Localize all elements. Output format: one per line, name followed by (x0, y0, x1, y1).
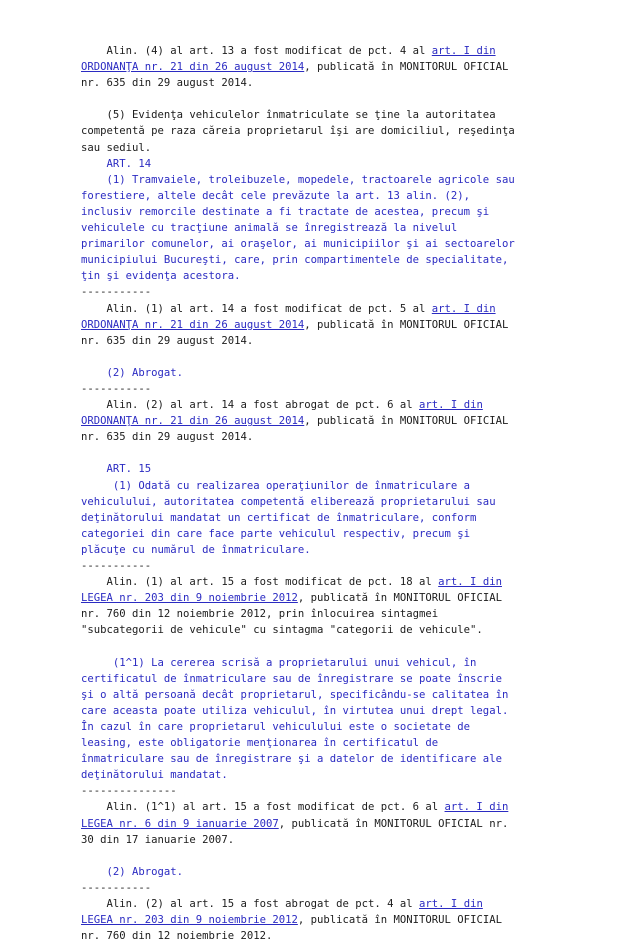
text-segment: ART. 15 (81, 463, 152, 476)
text-segment: ----------- (81, 560, 152, 572)
text-segment: sau sediul. (81, 141, 152, 154)
text-segment: certificatul de înmatriculare sau de înregistrare se poate înscrie (81, 672, 502, 685)
text-segment: nr. 760 din 12 noiembrie 2012, prin înlocuirea sintagmei (81, 608, 439, 621)
legal-reference-link[interactable]: LEGEA nr. 203 din 9 noiembrie 2012 (81, 592, 298, 605)
law-text-line (81, 751, 621, 767)
note-text-line (81, 43, 621, 59)
legal-reference-link[interactable]: art. I din (431, 45, 496, 57)
note-text-line (81, 606, 621, 622)
note-text-line (81, 558, 621, 574)
note-text-line (81, 896, 621, 912)
note-text-line (81, 429, 621, 445)
law-text-line (81, 252, 621, 268)
note-text-line (81, 301, 621, 317)
note-text-line (81, 783, 621, 799)
text-segment: înmatriculare sau de înregistrare şi a datelor de identificare ale (81, 753, 502, 766)
document-page (81, 43, 621, 944)
note-text-line (81, 284, 621, 300)
law-text-line (81, 687, 621, 703)
law-text-line (81, 478, 621, 494)
text-segment: Alin. (1) al art. 14 a fost modificat de pct. 5 al (81, 302, 432, 315)
legal-reference-link[interactable]: ORDONANŢA nr. 21 din 26 august 2014 (81, 415, 305, 428)
text-segment: municipiului Bucureşti, care, prin compartimentele de specialitate, (81, 254, 509, 267)
text-segment: Alin. (1) al art. 15 a fost modificat de pct. 18 al (81, 576, 439, 589)
text-segment: , publicată în MONITORUL OFICIAL (304, 318, 509, 331)
text-segment: , publicată în MONITORUL OFICIAL nr. (278, 817, 509, 830)
legal-reference-link[interactable]: art. I din (419, 897, 483, 910)
text-segment: nr. 760 din 12 noiembrie 2012. (81, 930, 273, 943)
text-segment: (1^1) La cererea scrisă a proprietarului unui vehicul, în (81, 656, 477, 669)
note-text-line (81, 91, 621, 107)
legal-reference-link[interactable]: LEGEA nr. 203 din 9 noiembrie 2012 (81, 914, 298, 927)
text-segment: ----------- (81, 286, 152, 299)
text-segment: (2) Abrogat. (81, 865, 184, 878)
text-segment: categoriei din care face parte vehiculul respectiv, precum şi (81, 527, 471, 540)
text-segment: primarilor comunelor, ai oraşelor, ai municipiilor şi ai sectoarelor (81, 238, 515, 251)
legal-reference-link[interactable]: ORDONANŢA nr. 21 din 26 august 2014 (81, 318, 305, 331)
text-segment: (1) Odată cu realizarea operaţiunilor de înmatriculare a (81, 479, 471, 492)
text-segment: ART. 14 (81, 157, 152, 170)
law-text-line (81, 735, 621, 751)
legal-reference-link[interactable]: art. I din (438, 576, 502, 589)
text-segment: , publicată în MONITORUL OFICIAL (304, 415, 509, 428)
note-text-line (81, 928, 621, 944)
law-text-line (81, 172, 621, 188)
legal-reference-link[interactable]: LEGEA nr. 6 din 9 ianuarie 2007 (81, 817, 279, 830)
text-segment: vehiculului, autoritatea competentă eliberează proprietarului sau (81, 495, 496, 508)
text-segment: (1) Tramvaiele, troleibuzele, mopedele, tractoarele agricole sau (81, 173, 515, 186)
text-segment: Alin. (4) al art. 13 a fost modificat de pct. 4 al (81, 45, 432, 57)
law-text-line (81, 268, 621, 284)
law-text-line (81, 510, 621, 526)
text-segment: ----------- (81, 382, 152, 395)
law-text-line (81, 220, 621, 236)
note-text-line (81, 413, 621, 429)
text-segment: , publicată în MONITORUL OFICIAL (297, 592, 502, 605)
text-segment: deţinătorului mandatat un certificat de înmatriculare, conform (81, 511, 477, 524)
note-text-line (81, 832, 621, 848)
text-segment: (2) Abrogat. (81, 366, 184, 379)
law-text-line (81, 188, 621, 204)
text-segment: 30 din 17 ianuarie 2007. (81, 833, 235, 846)
law-text-line (81, 461, 621, 477)
text-segment: nr. 635 din 29 august 2014. (81, 77, 254, 90)
note-text-line (81, 622, 621, 638)
law-text-line (81, 542, 621, 558)
law-text-line (81, 526, 621, 542)
note-text-line (81, 912, 621, 928)
note-text-line (81, 799, 621, 815)
text-segment: şi o altă persoană decât proprietarul, specificându-se calitatea în (81, 688, 509, 701)
text-segment: ţin şi evidenţa acestora. (81, 270, 241, 283)
note-text-line (81, 123, 621, 139)
text-segment: care aceasta poate utiliza vehiculul, în virtutea unui drept legal. (81, 704, 509, 717)
note-text-line (81, 75, 621, 91)
text-segment: --------------- (81, 785, 177, 798)
text-segment: În cazul în care proprietarul vehiculului este o societate de (81, 720, 471, 733)
text-segment: Alin. (2) al art. 15 a fost abrogat de pct. 4 al (81, 897, 420, 910)
note-text-line (81, 638, 621, 654)
law-text-line (81, 671, 621, 687)
note-text-line (81, 848, 621, 864)
text-segment: nr. 635 din 29 august 2014. (81, 334, 254, 347)
text-segment: Alin. (2) al art. 14 a fost abrogat de pct. 6 al (81, 399, 420, 412)
note-text-line (81, 590, 621, 606)
legal-reference-link[interactable]: ORDONANŢA nr. 21 din 26 august 2014 (81, 61, 305, 74)
note-text-line (81, 381, 621, 397)
text-segment: , publicată în MONITORUL OFICIAL (304, 61, 509, 74)
law-text-line (81, 236, 621, 252)
text-segment: competentă pe raza căreia proprietarul îşi are domiciliul, reşedinţa (81, 125, 515, 138)
law-text-line (81, 365, 621, 381)
note-text-line (81, 445, 621, 461)
legal-reference-link[interactable]: art. I din (419, 399, 483, 412)
note-text-line (81, 816, 621, 832)
text-segment: ----------- (81, 881, 152, 894)
law-text-line (81, 703, 621, 719)
law-text-line (81, 204, 621, 220)
text-segment: (5) Evidenţa vehiculelor înmatriculate se ţine la autoritatea (81, 109, 496, 122)
note-text-line (81, 59, 621, 75)
note-text-line (81, 140, 621, 156)
law-text-line (81, 156, 621, 172)
note-text-line (81, 333, 621, 349)
note-text-line (81, 317, 621, 333)
note-text-line (81, 107, 621, 123)
text-segment: Alin. (1^1) al art. 15 a fost modificat de pct. 6 al (81, 801, 445, 814)
text-segment: plăcuţe cu numărul de înmatriculare. (81, 543, 311, 556)
note-text-line (81, 880, 621, 896)
law-text-line (81, 655, 621, 671)
text-segment: vehiculele cu tracţiune animală se înregistrează la nivelul (81, 222, 458, 235)
law-text-line (81, 864, 621, 880)
text-segment: inclusiv remorcile destinate a fi tractate de acestea, precum şi (81, 205, 490, 218)
legal-reference-link[interactable]: art. I din (444, 801, 509, 814)
note-text-line (81, 397, 621, 413)
text-segment: "subcategorii de vehicule" cu sintagma "categorii de vehicule". (81, 624, 483, 637)
text-segment: leasing, este obligatorie menţionarea în certificatul de (81, 737, 439, 750)
law-text-line (81, 494, 621, 510)
text-segment: nr. 635 din 29 august 2014. (81, 431, 254, 444)
text-segment: forestiere, altele decât cele prevăzute la art. 13 alin. (2), (81, 189, 471, 202)
text-segment: deţinătorului mandatat. (81, 769, 228, 782)
legal-reference-link[interactable]: art. I din (431, 302, 496, 315)
note-text-line (81, 574, 621, 590)
law-text-line (81, 767, 621, 783)
text-segment: , publicată în MONITORUL OFICIAL (297, 914, 502, 927)
law-text-line (81, 719, 621, 735)
note-text-line (81, 349, 621, 365)
